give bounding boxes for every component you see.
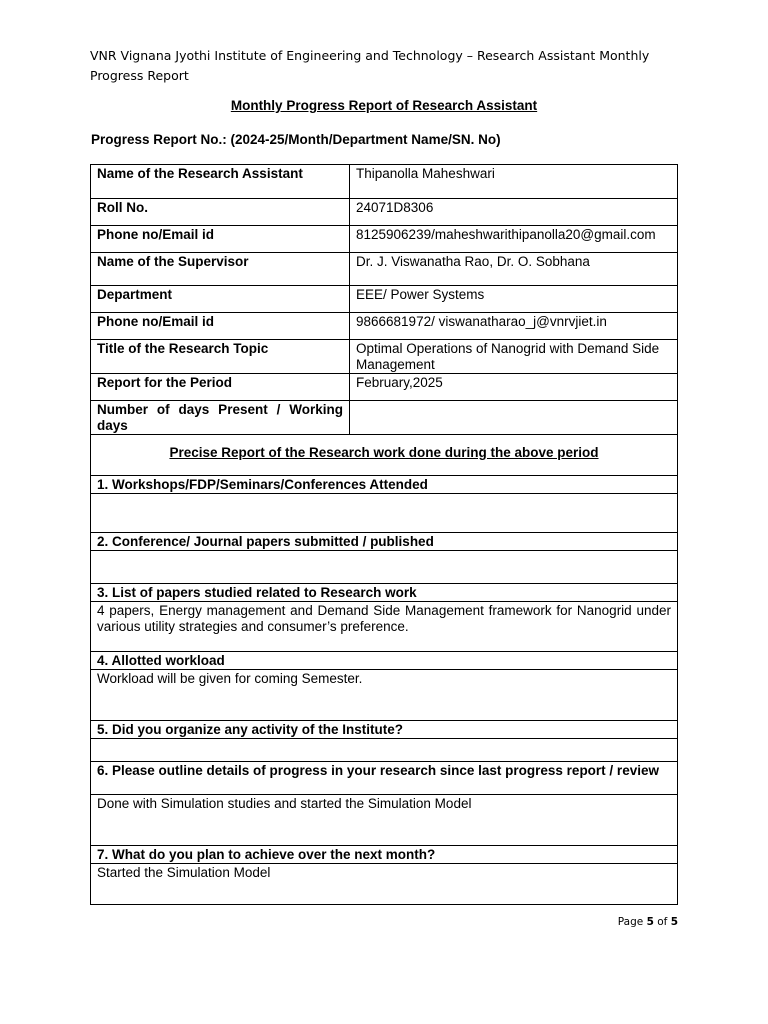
section-body-row	[91, 795, 678, 846]
section-heading-row	[91, 476, 678, 494]
info-row	[91, 226, 678, 253]
info-value: 9866681972/ viswanatharao_j@vnrvjiet.in	[350, 313, 678, 340]
info-row	[91, 313, 678, 340]
section-heading: 7. What do you plan to achieve over the next month?	[91, 846, 678, 864]
footer-of-word: of	[657, 916, 668, 928]
info-row	[91, 165, 678, 199]
section-body-row	[91, 739, 678, 762]
section-body-row	[91, 551, 678, 584]
info-row	[91, 253, 678, 286]
info-row	[91, 401, 678, 435]
section-heading-row	[91, 762, 678, 795]
info-label: Roll No.	[91, 199, 350, 226]
footer-page-word: Page	[617, 916, 644, 928]
info-label: Title of the Research Topic	[91, 340, 350, 374]
info-value: Dr. J. Viswanatha Rao, Dr. O. Sobhana	[350, 253, 678, 286]
info-row	[91, 340, 678, 374]
section-body-row	[91, 864, 678, 905]
section-heading-row	[91, 721, 678, 739]
info-label: Name of the Supervisor	[91, 253, 350, 286]
section-body-row	[91, 494, 678, 533]
info-label: Phone no/Email id	[91, 313, 350, 340]
section-body: Started the Simulation Model	[91, 864, 678, 905]
page-number	[618, 916, 678, 928]
section-body: Done with Simulation studies and started the Simulation Model	[91, 795, 678, 846]
report-number: Progress Report No.: (2024-25/Month/Department Name/SN. No)	[91, 132, 501, 147]
info-value: EEE/ Power Systems	[350, 286, 678, 313]
section-heading-row	[91, 652, 678, 670]
progress-report-table	[90, 164, 678, 905]
section-heading: 2. Conference/ Journal papers submitted / published	[91, 533, 678, 551]
info-value	[350, 401, 678, 435]
footer-total-pages: 5	[670, 916, 678, 928]
info-label: Report for the Period	[91, 374, 350, 401]
info-value: Optimal Operations of Nanogrid with Demand Side Management	[350, 340, 678, 374]
section-body-row	[91, 670, 678, 721]
info-row	[91, 286, 678, 313]
section-heading-row	[91, 533, 678, 551]
section-body: Workload will be given for coming Semester.	[91, 670, 678, 721]
section-title: Precise Report of the Research work done during the above period	[91, 435, 678, 476]
info-row	[91, 374, 678, 401]
info-label: Name of the Research Assistant	[91, 165, 350, 199]
section-body	[91, 551, 678, 584]
info-value: Thipanolla Maheshwari	[350, 165, 678, 199]
section-heading: 6. Please outline details of progress in your research since last progress report / review	[91, 762, 678, 795]
section-body: 4 papers, Energy management and Demand Side Management framework for Nanogrid under various utility strategies and consumer’s preference.	[91, 602, 678, 652]
section-heading: 1. Workshops/FDP/Seminars/Conferences Attended	[91, 476, 678, 494]
report-title: Monthly Progress Report of Research Assistant	[230, 98, 538, 113]
section-body-row	[91, 602, 678, 652]
section-heading-row	[91, 846, 678, 864]
info-value: 8125906239/maheshwarithipanolla20@gmail.com	[350, 226, 678, 253]
section-body	[91, 494, 678, 533]
info-label: Number of days Present / Working days	[91, 401, 350, 435]
info-value: February,2025	[350, 374, 678, 401]
info-value: 24071D8306	[350, 199, 678, 226]
info-label: Department	[91, 286, 350, 313]
section-title-row	[91, 435, 678, 476]
section-body	[91, 739, 678, 762]
section-heading: 4. Allotted workload	[91, 652, 678, 670]
section-heading: 5. Did you organize any activity of the Institute?	[91, 721, 678, 739]
info-row	[91, 199, 678, 226]
section-heading: 3. List of papers studied related to Research work	[91, 584, 678, 602]
footer-current-page: 5	[646, 916, 654, 928]
info-label: Phone no/Email id	[91, 226, 350, 253]
section-heading-row	[91, 584, 678, 602]
document-header: VNR Vignana Jyothi Institute of Engineering and Technology – Research Assistant Monthly Progress Report	[90, 48, 650, 83]
